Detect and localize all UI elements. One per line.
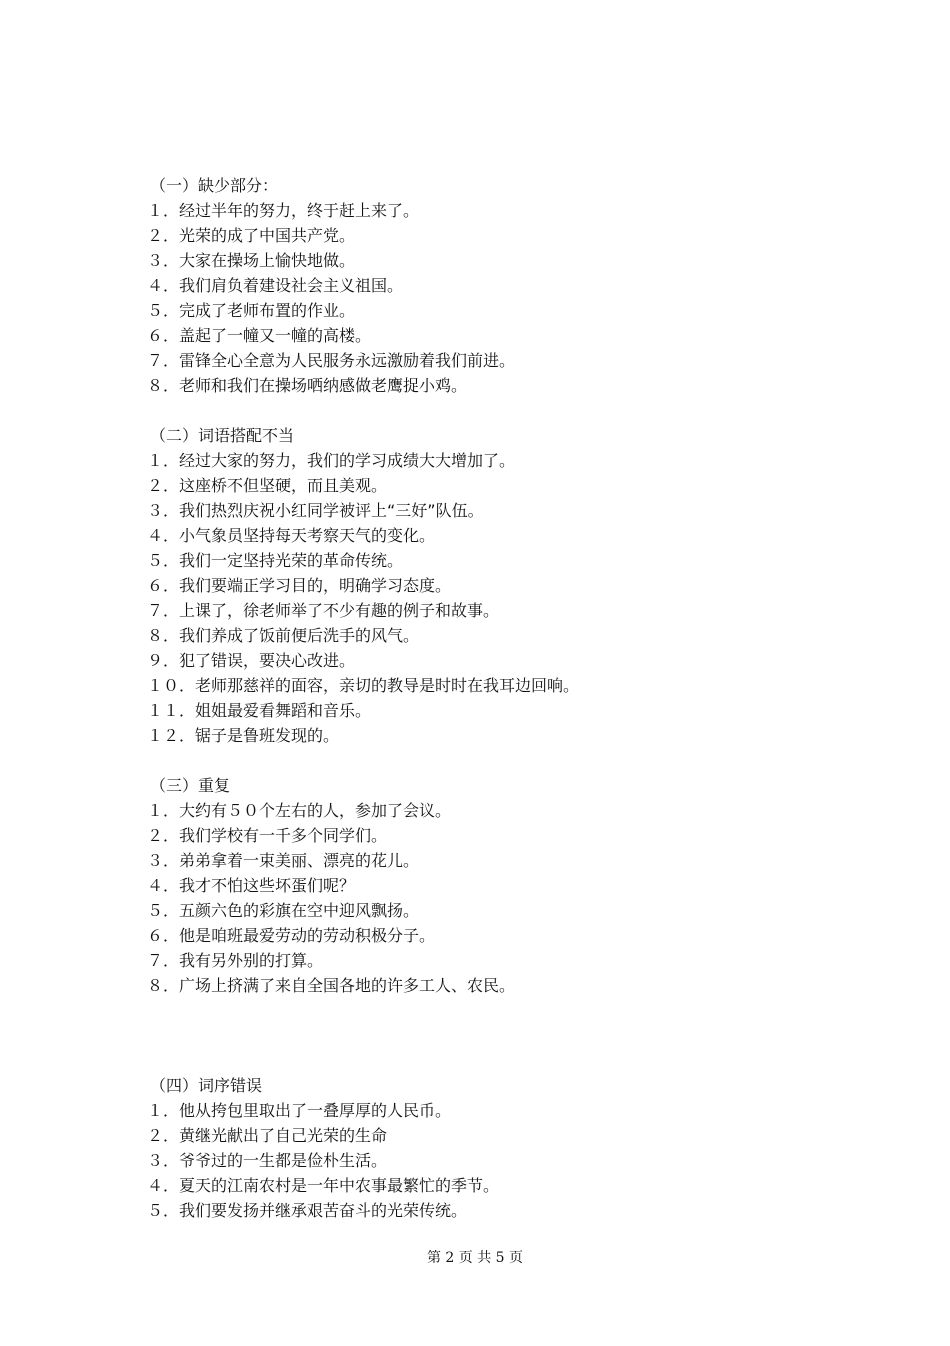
section-word-collocation <box>147 423 847 748</box>
spacer <box>147 748 847 773</box>
list-item: ８．老师和我们在操场哂纳感做老鹰捉小鸡。 <box>147 376 468 395</box>
list-item: １０．老师那慈祥的面容，亲切的教导是时时在我耳边回响。 <box>147 676 580 695</box>
list-item: ２．黄继光献出了自己光荣的生命 <box>147 1126 388 1145</box>
list-item: ５．我们要发扬并继承艰苦奋斗的光荣传统。 <box>147 1201 468 1220</box>
list-item: ５．五颜六色的彩旗在空中迎风飘扬。 <box>147 901 420 920</box>
list-item: ４．我们肩负着建设社会主义祖国。 <box>147 276 404 295</box>
list-item: １１．姐姐最爱看舞蹈和音乐。 <box>147 701 372 720</box>
list-item: ３．爷爷过的一生都是俭朴生活。 <box>147 1151 388 1170</box>
list-item: ２．我们学校有一千多个同学们。 <box>147 826 388 845</box>
list-item: １．大约有５０个左右的人，参加了会议。 <box>147 801 452 820</box>
list-item: ５．完成了老师布置的作业。 <box>147 301 356 320</box>
section-title: （四）词序错误 <box>150 1076 263 1095</box>
spacer <box>147 998 847 1073</box>
page-number-footer: 第 2 页 共 5 页 <box>426 1250 524 1266</box>
list-item: ６．他是咱班最爱劳动的劳动积极分子。 <box>147 926 436 945</box>
list-item: ２．光荣的成了中国共产党。 <box>147 226 356 245</box>
list-item: ２．这座桥不但坚硬，而且美观。 <box>147 476 388 495</box>
list-item: ７．我有另外别的打算。 <box>147 951 324 970</box>
section-missing-parts <box>147 173 847 398</box>
list-item: ６．我们要端正学习目的，明确学习态度。 <box>147 576 452 595</box>
list-item: ７．雷锋全心全意为人民服务永远激励着我们前进。 <box>147 351 516 370</box>
list-item: ３．大家在操场上愉快地做。 <box>147 251 356 270</box>
document-body <box>147 173 847 1223</box>
list-item: １．经过大家的努力，我们的学习成绩大大增加了。 <box>147 451 516 470</box>
section-title: （三）重复 <box>150 776 231 795</box>
list-item: ３．弟弟拿着一束美丽、漂亮的花儿。 <box>147 851 420 870</box>
list-item: １２．锯子是鲁班发现的。 <box>147 726 340 745</box>
section-title: （二）词语搭配不当 <box>150 426 295 445</box>
section-repetition <box>147 773 847 998</box>
list-item: ７．上课了，徐老师举了不少有趣的例子和故事。 <box>147 601 500 620</box>
section-title: （一）缺少部分： <box>150 176 279 195</box>
list-item: ４．我才不怕这些坏蛋们呢？ <box>147 876 356 895</box>
list-item: ４．夏天的江南农村是一年中农事最繁忙的季节。 <box>147 1176 500 1195</box>
list-item: １．他从挎包里取出了一叠厚厚的人民币。 <box>147 1101 452 1120</box>
list-item: ８．我们养成了饭前便后洗手的风气。 <box>147 626 420 645</box>
list-item: ８．广场上挤满了来自全国各地的许多工人、农民。 <box>147 976 516 995</box>
section-word-order <box>147 1073 847 1223</box>
list-item: ３．我们热烈庆祝小红同学被评上“三好”队伍。 <box>147 501 484 520</box>
list-item: ９．犯了错误，要决心改进。 <box>147 651 356 670</box>
list-item: １．经过半年的努力，终于赶上来了。 <box>147 201 420 220</box>
list-item: ５．我们一定坚持光荣的革命传统。 <box>147 551 404 570</box>
list-item: ６．盖起了一幢又一幢的高楼。 <box>147 326 372 345</box>
spacer <box>147 398 847 423</box>
list-item: ４．小气象员坚持每天考察天气的变化。 <box>147 526 436 545</box>
